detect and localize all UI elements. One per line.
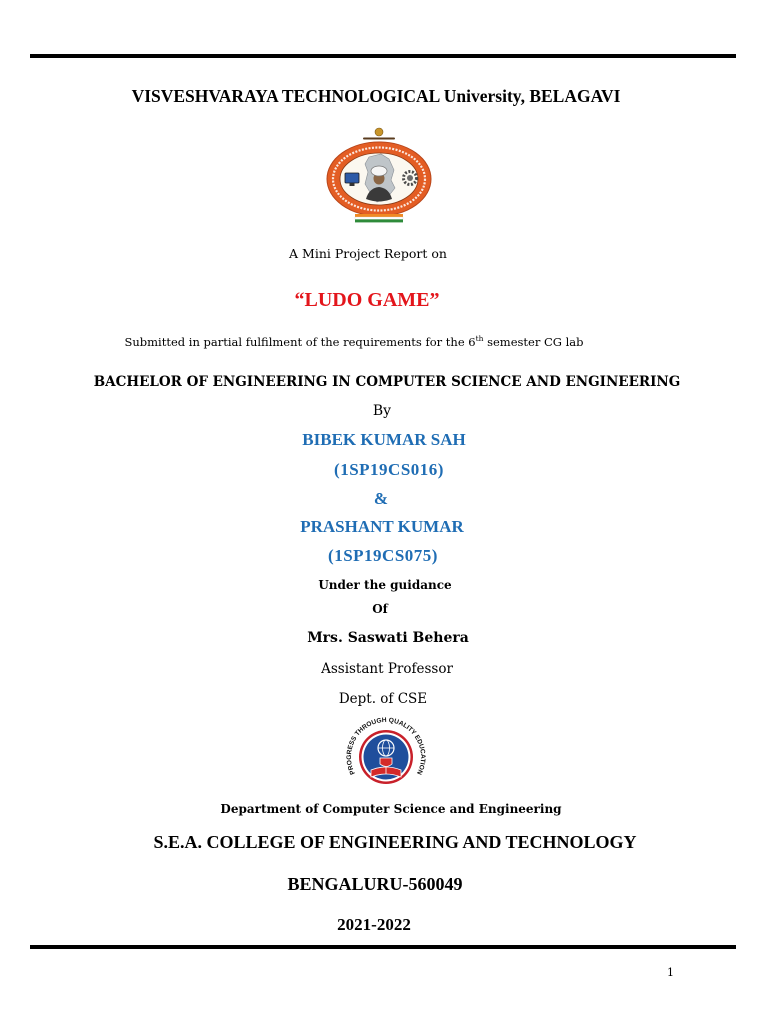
project-title: “LUDO GAME” (294, 289, 440, 311)
bottom-border-rule (30, 945, 736, 949)
student-1-name: BIBEK KUMAR SAH (302, 430, 466, 449)
university-logo (325, 126, 433, 224)
semester-ordinal-suffix: th (475, 334, 484, 344)
student-1-usn: (1SP19CS016) (334, 460, 444, 479)
gear-hub (407, 175, 413, 181)
college-name: S.E.A. COLLEGE OF ENGINEERING AND TECHNOLOGY (153, 832, 637, 852)
college-city: BENGALURU-560049 (287, 874, 463, 894)
logo-top-crest (363, 128, 395, 140)
college-motto: PROGRESS THROUGH QUALITY EDUCATION (345, 716, 427, 776)
guide-department: Dept. of CSE (338, 691, 428, 707)
guidance-label: Under the guidance (318, 578, 452, 592)
guidance-of-label: Of (372, 602, 388, 616)
guide-designation: Assistant Professor (321, 661, 453, 677)
college-emblem-icon (340, 715, 432, 795)
ribbon-white-stripe (355, 217, 403, 219)
college-logo (340, 715, 432, 795)
ribbon-green-stripe (355, 219, 403, 222)
submission-text-end: semester CG lab (483, 335, 584, 349)
report-intro: A Mini Project Report on (289, 246, 447, 261)
computer-monitor (345, 173, 359, 183)
ribbon-saffron-stripe (355, 214, 403, 217)
student-2-usn: (1SP19CS075) (328, 546, 438, 565)
guide-name: Mrs. Saswati Behera (307, 630, 469, 646)
shield-icon (380, 758, 392, 767)
bust-turban (371, 166, 387, 176)
university-emblem-icon (325, 126, 433, 224)
by-label: By (372, 403, 392, 419)
submission-statement (124, 336, 583, 350)
computer-stand (350, 183, 355, 186)
student-2-name: PRASHANT KUMAR (300, 517, 464, 536)
page-number: 1 (667, 966, 674, 979)
submission-text-start: Submitted in partial fulfilment of the requirements for the 6 (124, 335, 476, 349)
crest-seal-icon (375, 128, 383, 136)
academic-year: 2021-2022 (337, 915, 411, 934)
top-border-rule (30, 54, 736, 58)
tricolor-ribbon (355, 214, 403, 222)
university-name: VISVESHVARAYA TECHNOLOGICAL University, BELAGAVI (131, 86, 621, 106)
department-name: Department of Computer Science and Engineering (220, 802, 562, 816)
crest-script-line (363, 138, 395, 140)
degree-name: BACHELOR OF ENGINEERING IN COMPUTER SCIENCE AND ENGINEERING (93, 374, 681, 390)
student-separator: & (373, 489, 389, 508)
